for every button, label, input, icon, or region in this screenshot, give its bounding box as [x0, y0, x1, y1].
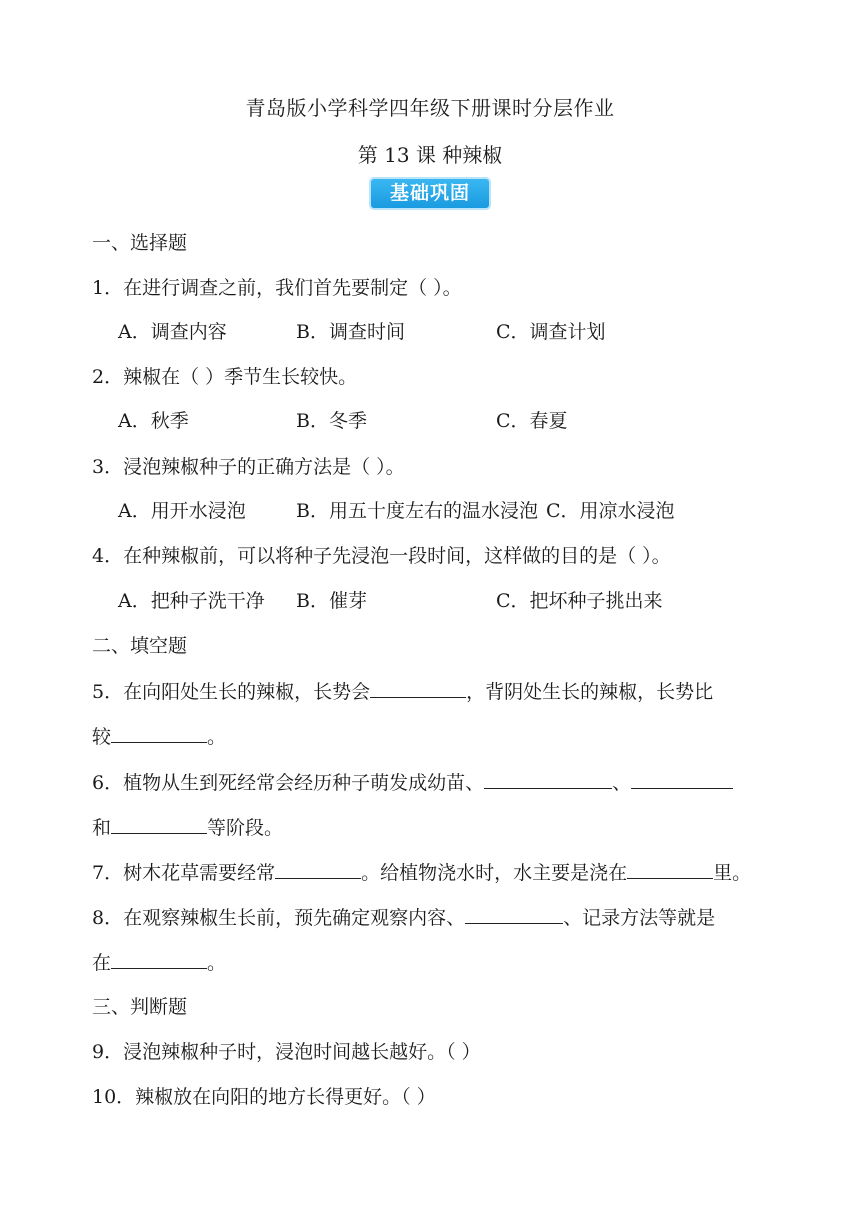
question-4: 4．在种辣椒前，可以将种子先浸泡一段时间，这样做的目的是（ ）。 [92, 545, 671, 567]
section-badge [371, 179, 489, 208]
section-heading-judge: 三、判断题 [92, 996, 188, 1018]
question-7 [92, 860, 751, 885]
q1-option-c: C．调查计划 [496, 321, 606, 343]
q6-text-3: 和 [92, 817, 112, 839]
q7-blank-2[interactable] [627, 860, 713, 879]
worksheet-title: 青岛版小学科学四年级下册课时分层作业 [245, 96, 615, 120]
q7-blank-1[interactable] [275, 860, 361, 879]
question-6-line-1 [92, 770, 733, 795]
section-heading-choice: 一、选择题 [92, 232, 188, 254]
q5-text-3: 较 [92, 726, 112, 748]
q5-blank-1[interactable] [370, 679, 466, 698]
question-10: 10．辣椒放在向阳的地方长得更好。（ ） [92, 1086, 436, 1108]
q3-option-b: B．用五十度左右的温水浸泡 [296, 500, 538, 522]
q2-option-a: A．秋季 [118, 410, 189, 432]
q3-option-a: A．用开水浸泡 [118, 500, 246, 522]
q5-text-4: 。 [207, 726, 227, 748]
question-3: 3．浸泡辣椒种子的正确方法是（ ）。 [92, 456, 405, 478]
question-8-line-2 [92, 950, 226, 975]
q7-text-2: 。给植物浇水时，水主要是浇在 [361, 862, 628, 884]
q8-blank-2[interactable] [111, 950, 207, 969]
q4-option-b: B．催芽 [296, 590, 367, 612]
badge-label: 基础巩固 [371, 179, 489, 208]
q2-option-c: C．春夏 [496, 410, 568, 432]
question-1: 1．在进行调查之前，我们首先要制定（ ）。 [92, 277, 462, 299]
q8-blank-1[interactable] [465, 905, 563, 924]
section-heading-fill: 二、填空题 [92, 635, 188, 657]
q8-text-1: 8．在观察辣椒生长前，预先确定观察内容、 [92, 907, 466, 929]
question-5-line-2 [92, 724, 226, 749]
q4-option-a: A．把种子洗干净 [118, 590, 265, 612]
q2-option-b: B．冬季 [296, 410, 367, 432]
q3-option-c: C．用凉水浸泡 [546, 500, 675, 522]
q6-blank-1[interactable] [484, 770, 612, 789]
question-9: 9．浸泡辣椒种子时，浸泡时间越长越好。（ ） [92, 1041, 481, 1063]
question-6-line-2 [92, 815, 283, 840]
q7-text-1: 7．树木花草需要经常 [92, 862, 276, 884]
q5-text-1: 5．在向阳处生长的辣椒，长势会 [92, 681, 371, 703]
q4-option-c: C．把坏种子挑出来 [496, 590, 663, 612]
q6-text-1: 6．植物从生到死经常会经历种子萌发成幼苗、 [92, 772, 485, 794]
q8-text-3: 在 [92, 952, 112, 974]
q1-option-a: A．调查内容 [118, 321, 227, 343]
q5-blank-2[interactable] [111, 724, 207, 743]
question-8-line-1 [92, 905, 715, 930]
q6-text-2: 、 [612, 772, 632, 794]
q6-blank-2[interactable] [631, 770, 733, 789]
question-2: 2．辣椒在（ ）季节生长较快。 [92, 366, 358, 388]
q1-option-b: B．调查时间 [296, 321, 405, 343]
q8-text-2: 、记录方法等就是 [563, 907, 716, 929]
q8-text-4: 。 [207, 952, 227, 974]
q6-blank-3[interactable] [111, 815, 207, 834]
q6-text-4: 等阶段。 [207, 817, 284, 839]
q5-text-2: ，背阴处生长的辣椒，长势比 [466, 681, 714, 703]
lesson-title: 第 13 课 种辣椒 [357, 143, 503, 167]
q7-text-3: 里。 [713, 862, 752, 884]
question-5-line-1 [92, 679, 713, 704]
